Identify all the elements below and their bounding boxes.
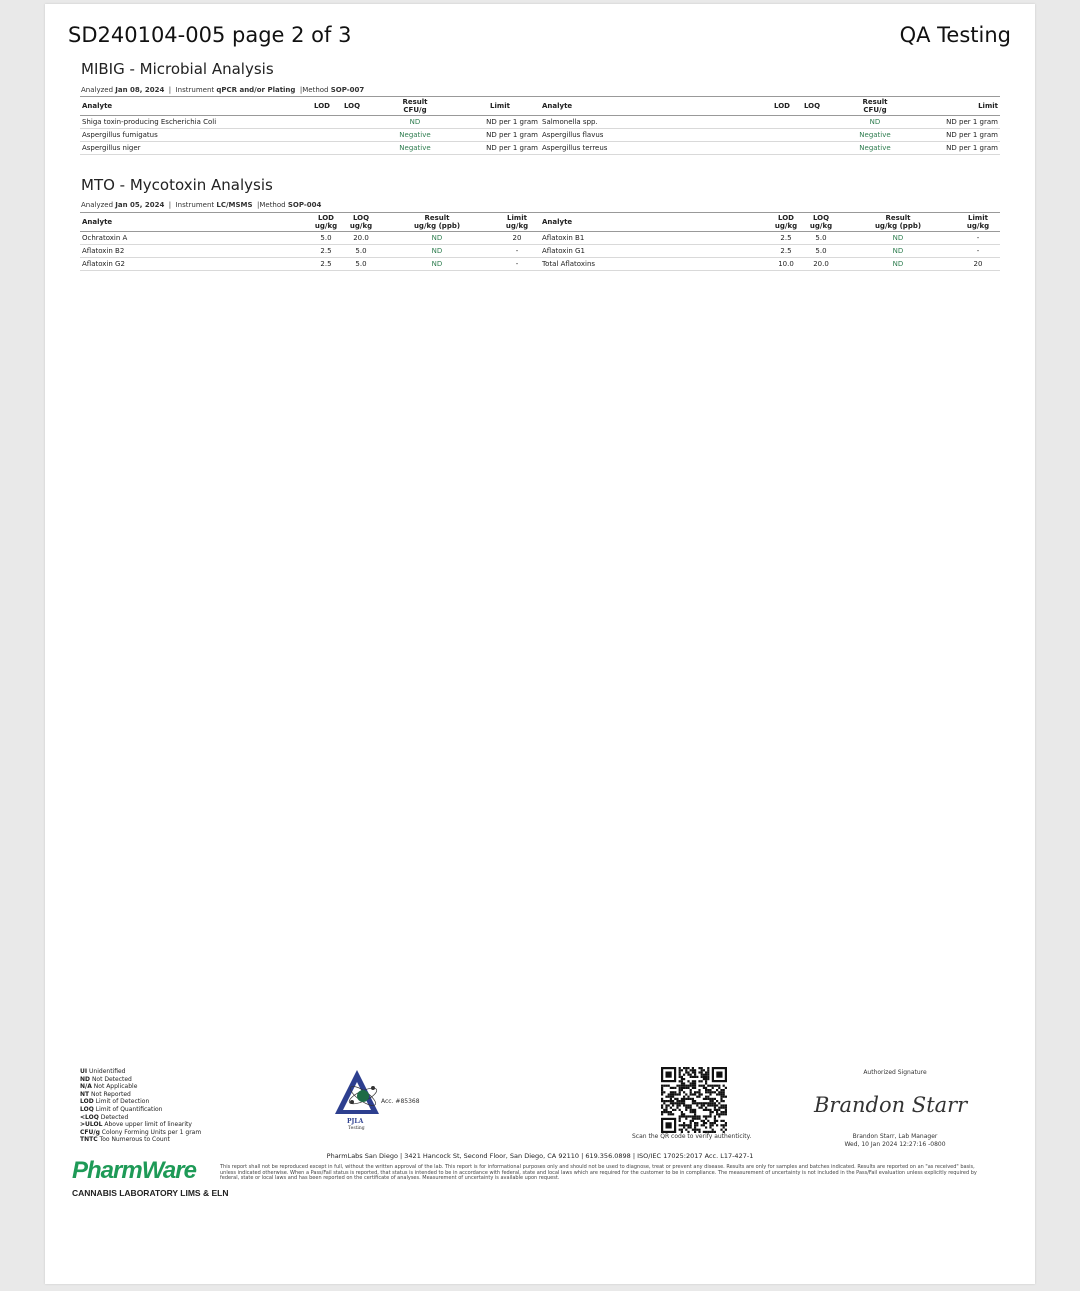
result-cell: ND (840, 245, 956, 258)
method-value: SOP-004 (287, 201, 322, 209)
table-row (80, 116, 1000, 129)
analyte-cell: Aflatoxin B2 (80, 245, 310, 258)
lod-cell: 2.5 (310, 258, 342, 271)
col-result: Result CFU/g (370, 97, 460, 116)
col-analyte: Analyte (80, 97, 310, 116)
col-limit: Limit ug/kg (956, 213, 1000, 232)
pharmware-logo (72, 1157, 229, 1209)
result-cell: ND (380, 232, 494, 245)
col-limit: Limit ug/kg (494, 213, 540, 232)
limit-cell: - (494, 245, 540, 258)
col-result: Result CFU/g (830, 97, 920, 116)
result-cell: Negative (830, 142, 920, 155)
pjla-sub: Testing (348, 1126, 365, 1130)
col-loq: LOQ (794, 97, 830, 116)
mibig-meta: Analyzed Jan 08, 2024 | Instrument qPCR and/or Plating |Method SOP-007 (81, 86, 365, 94)
qr-caption: Scan the QR code to verify authenticity. (632, 1133, 752, 1140)
col-analyte: Analyte (80, 213, 310, 232)
logo-tagline: CANNABIS LABORATORY LIMS & ELN (72, 1188, 229, 1198)
loq-cell: 5.0 (342, 245, 380, 258)
instrument-label: Instrument (175, 86, 215, 94)
col-loq: LOQ ug/kg (342, 213, 380, 232)
signatory-name: Brandon Starr, Lab Manager (852, 1133, 938, 1140)
table-row (80, 232, 1000, 245)
legend-item: ND Not Detected (80, 1075, 132, 1083)
mibig-table (80, 96, 1000, 155)
col-analyte: Analyte (540, 213, 770, 232)
loq-cell: 20.0 (802, 258, 840, 271)
col-lod: LOD ug/kg (770, 213, 802, 232)
limit-cell: - (956, 232, 1000, 245)
table-row (80, 129, 1000, 142)
pjla-name: PJLA (347, 1118, 364, 1125)
analyzed-date: Jan 08, 2024 (115, 86, 165, 94)
lod-cell: 2.5 (770, 232, 802, 245)
legend-item: LOD Limit of Detection (80, 1098, 150, 1106)
analyte-cell: Aflatoxin B1 (540, 232, 770, 245)
method-label: Method (259, 201, 286, 209)
result-cell: Negative (830, 129, 920, 142)
method-value: SOP-007 (330, 86, 365, 94)
limit-cell: ND per 1 gram (920, 142, 1000, 155)
col-loq: LOQ ug/kg (802, 213, 840, 232)
limit-cell: ND per 1 gram (460, 142, 540, 155)
mto-table (80, 212, 1000, 271)
pjla-accreditation-logo (333, 1066, 443, 1130)
mibig-section-title: MIBIG - Microbial Analysis (81, 60, 274, 78)
lod-cell: 10.0 (770, 258, 802, 271)
loq-cell: 5.0 (802, 232, 840, 245)
qr-code[interactable] (661, 1067, 727, 1133)
analyte-cell: Total Aflatoxins (540, 258, 770, 271)
pjla-acc-number: Acc. #85368 (381, 1098, 420, 1105)
signature-label: Authorized Signature (863, 1069, 927, 1076)
table-row (80, 258, 1000, 271)
analyte-cell: Aspergillus flavus (540, 129, 770, 142)
table-header-row (80, 213, 1000, 232)
limit-cell: - (494, 258, 540, 271)
lod-cell: 5.0 (310, 232, 342, 245)
result-cell: Negative (370, 129, 460, 142)
legend-item: CFU/g Colony Forming Units per 1 gram (80, 1128, 202, 1136)
col-lod: LOD (770, 97, 794, 116)
report-page (45, 4, 1035, 1284)
limit-cell: ND per 1 gram (460, 129, 540, 142)
legend-item: N/A Not Applicable (80, 1083, 138, 1091)
col-loq: LOQ (334, 97, 370, 116)
logo-wordmark: PharmWare (72, 1157, 196, 1184)
result-cell: ND (380, 245, 494, 258)
instrument-label: Instrument (175, 201, 215, 209)
abbreviation-legend (80, 1068, 201, 1144)
col-lod: LOD ug/kg (310, 213, 342, 232)
handwritten-signature (810, 1086, 980, 1122)
analyzed-date: Jan 05, 2024 (115, 201, 165, 209)
analyte-cell: Salmonella spp. (540, 116, 770, 129)
mto-meta: Analyzed Jan 05, 2024 | Instrument LC/MSMS |Method SOP-004 (81, 201, 322, 209)
signature-date: Wed, 10 Jan 2024 12:27:16 -0800 (844, 1141, 946, 1148)
legend-item: TNTC Too Numerous to Count (80, 1136, 170, 1144)
result-cell: ND (380, 258, 494, 271)
loq-cell: 5.0 (342, 258, 380, 271)
result-cell: ND (370, 116, 460, 129)
analyte-cell: Shiga toxin-producing Escherichia Coli (80, 116, 310, 129)
limit-cell: ND per 1 gram (920, 129, 1000, 142)
result-cell: ND (830, 116, 920, 129)
col-result: Result ug/kg (ppb) (840, 213, 956, 232)
report-title: SD240104-005 page 2 of 3 (68, 23, 352, 47)
legend-item: UI Unidentified (80, 1068, 126, 1075)
limit-cell: 20 (494, 232, 540, 245)
limit-cell: - (956, 245, 1000, 258)
table-header-row (80, 97, 1000, 116)
legend-item: >ULOL Above upper limit of linearity (80, 1121, 192, 1129)
analyzed-label: Analyzed (81, 86, 114, 94)
instrument-value: LC/MSMS (216, 201, 253, 209)
limit-cell: 20 (956, 258, 1000, 271)
col-analyte: Analyte (540, 97, 770, 116)
disclaimer: This report shall not be reproduced except in full, without the written approval of the lab. This report is for informational purposes only and should not be used to diagnose, treat or prevent any disease. Results are only for samples and batches indicated. Results are reported on an "as received" basis, unless indicated otherwise. When a Pass/Fail status is reported, that status is intended to be in accordance with federal, state and local laws which are required for the customer to be in compliance. The measurement of uncertainty is not included in the Pass/Fail evaluation unless explicitly required by federal, state or local laws and has been reported on the certificate of analyses. Measurement of uncertainty is available upon request. (220, 1164, 977, 1181)
lod-cell: 2.5 (770, 245, 802, 258)
mto-section-title: MTO - Mycotoxin Analysis (81, 176, 273, 194)
analyzed-label: Analyzed (81, 201, 114, 209)
limit-cell: ND per 1 gram (920, 116, 1000, 129)
analyte-cell: Aspergillus fumigatus (80, 129, 310, 142)
method-label: Method (302, 86, 329, 94)
col-lod: LOD (310, 97, 334, 116)
loq-cell: 5.0 (802, 245, 840, 258)
loq-cell: 20.0 (342, 232, 380, 245)
col-result: Result ug/kg (ppb) (380, 213, 494, 232)
limit-cell: ND per 1 gram (460, 116, 540, 129)
analyte-cell: Aflatoxin G1 (540, 245, 770, 258)
analyte-cell: Ochratoxin A (80, 232, 310, 245)
col-limit: Limit (460, 97, 540, 116)
instrument-value: qPCR and/or Plating (216, 86, 296, 94)
table-row (80, 142, 1000, 155)
col-limit: Limit (920, 97, 1000, 116)
analyte-cell: Aflatoxin G2 (80, 258, 310, 271)
result-cell: ND (840, 258, 956, 271)
result-cell: ND (840, 232, 956, 245)
legend-item: LOQ Limit of Quantification (80, 1105, 163, 1113)
table-row (80, 245, 1000, 258)
analyte-cell: Aspergillus niger (80, 142, 310, 155)
svg-text:Brandon Starr: Brandon Starr (814, 1093, 968, 1117)
lab-address: PharmLabs San Diego | 3421 Hancock St, Second Floor, San Diego, CA 92110 | 619.356.0898 | ISO/IEC 17025:2017 Acc. L17-427-1 (326, 1152, 754, 1160)
legend-item: NT Not Reported (80, 1090, 131, 1098)
result-cell: Negative (370, 142, 460, 155)
lod-cell: 2.5 (310, 245, 342, 258)
analyte-cell: Aspergillus terreus (540, 142, 770, 155)
legend-item: <LOQ Detected (80, 1113, 129, 1121)
signatory (820, 1133, 970, 1149)
report-type: QA Testing (899, 23, 1011, 47)
